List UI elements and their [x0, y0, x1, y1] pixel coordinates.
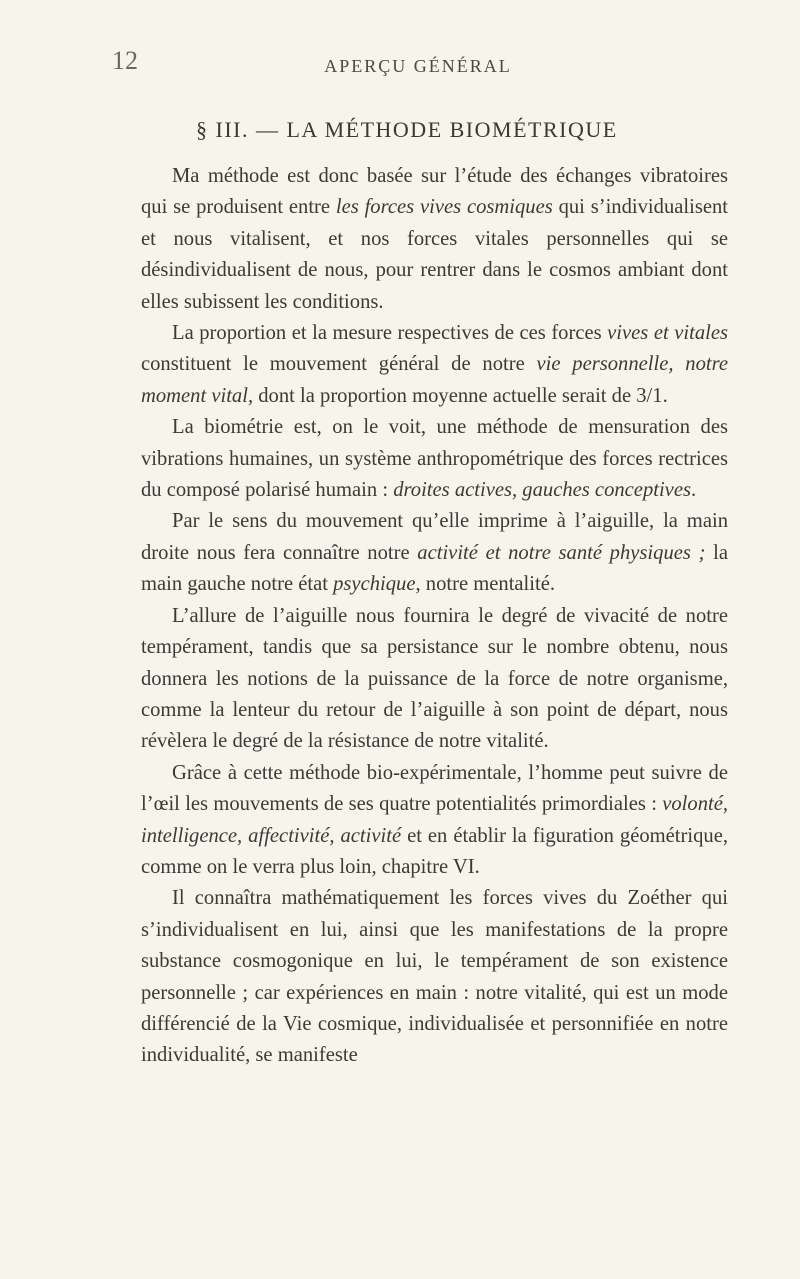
text-run: la main gauche notre état [141, 541, 729, 596]
italic-text: volonté, intelligence, affectivité, activité [141, 793, 728, 847]
paragraph [141, 318, 728, 412]
text-run: . [690, 479, 697, 502]
text-run: et en établir la figuration géométrique, comme on le verra plus loin, chapitre VI. [141, 824, 728, 878]
italic-text: droites actives, gauches conceptives [393, 479, 691, 502]
text-run: , dont la proportion moyenne actuelle serait de 3/1. [247, 384, 668, 407]
text-run: , notre mentalité. [415, 573, 556, 596]
text-run: La proportion et la mesure respectives de ces forces [172, 322, 608, 345]
italic-text: les forces vives cosmiques [335, 196, 553, 219]
italic-text: vives et vitales [607, 322, 728, 345]
text-run: qui s’individualisent et nous vitalisent, et nos forces vitales personnelles qui se désindividualisent de nous, pour rentrer dans le cosmos ambiant dont elles subissent les conditions. [141, 196, 728, 313]
text-run: Ma méthode est donc basée sur l’étude des échanges vibratoires qui se produisent entre [141, 165, 728, 219]
paragraph [141, 601, 728, 758]
text-run: constituent le mouvement général de notre [141, 353, 537, 376]
running-head: APERÇU GÉNÉRAL [324, 56, 512, 76]
section-title: § III. — LA MÉTHODE BIOMÉTRIQUE [196, 117, 618, 142]
italic-text: vie personnelle, notre moment vital [141, 353, 728, 407]
text-run: L’allure de l’aiguille nous fournira le degré de vivacité de notre tempérament, tandis que sa persistance sur le nombre obtenu, nous donnera les notions de la puissance de la force de notre organisme, comme la lenteur du retour de l’aiguille à son point de départ, nous révèlera le degré de la résistance de notre vitalité. [141, 604, 728, 753]
paragraph [141, 412, 728, 506]
italic-text: psychique [333, 573, 416, 596]
text-run: Il connaîtra mathématiquement les forces vives du Zoéther qui s’individualisent en lui, ainsi que les manifestations de la propre substance cosmogonique en lui, le tempérament de son existence personnelle ; car expériences en main : notre vitalité, qui est un mode différencié de la Vie cosmique, individualisée et personnifiée en notre individualité, se manifeste [141, 887, 728, 1067]
text-run: Grâce à cette méthode bio-expérimentale, l’homme peut suivre de l’œil les mouvements de ses quatre potentialités primordiales : [141, 761, 728, 816]
text-run: La biométrie est, on le voit, une méthode de mensuration des vibrations humaines, un système anthropométrique des forces rectrices du composé polarisé humain : [141, 416, 728, 502]
italic-text: activité et notre santé physiques ; [417, 541, 706, 564]
page-number: 12 [112, 46, 138, 75]
text-run: Par le sens du mouvement qu’elle imprime à l’aiguille, la main droite nous fera connaître notre [141, 510, 728, 564]
paragraph [141, 506, 728, 600]
paragraph [141, 161, 728, 318]
paragraph [141, 758, 728, 884]
paragraph [141, 883, 728, 1071]
body-text [141, 161, 728, 1072]
